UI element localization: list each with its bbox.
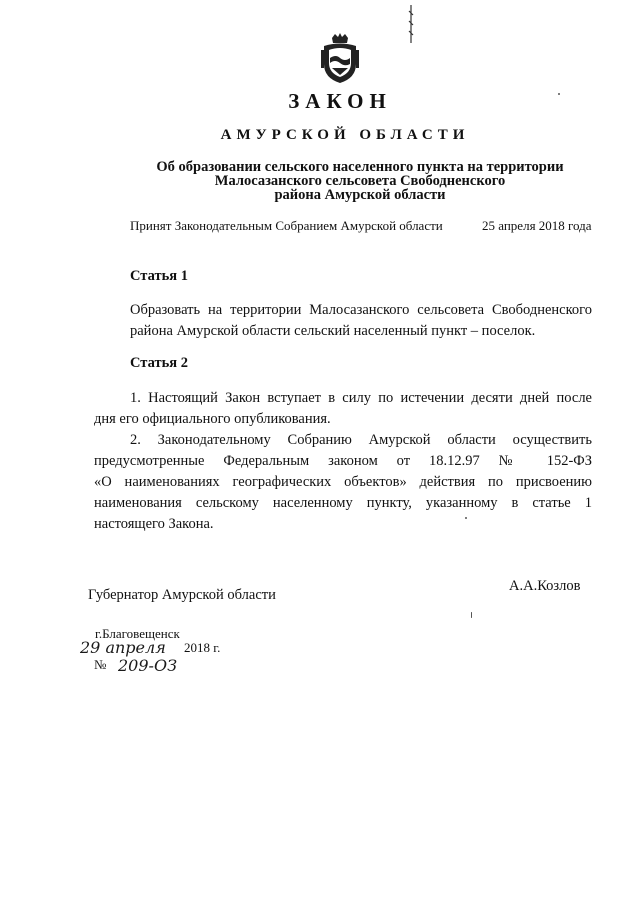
article-2-p2-line-3: «О наименованиях географических объектов» действия по присвоению [94,474,592,490]
signatory-position: Губернатор Амурской области [88,587,276,603]
law-title [120,160,600,202]
article-1-line-1: Образовать на территории Малосазанского сельсовета Свободненского [130,302,592,318]
law-title-line-1: Об образовании сельского населенного пункта на территории [156,159,564,175]
article-2-p1-line-1: 1. Настоящий Закон вступает в силу по истечении десяти дней после [130,390,592,406]
law-title-line-2: Малосазанского сельсовета Свободненского [214,173,506,189]
number-label: № [94,657,107,672]
handwritten-date: 29 апреля [80,638,166,657]
article-1-line-2: района Амурской области сельский населенный пункт – поселок. [130,323,536,339]
article-2-p2-line-5: настоящего Закона. [94,516,214,532]
scan-speck [465,517,467,519]
signatory-name: А.А.Козлов [509,578,581,594]
document-subtitle-region: АМУРСКОЙ ОБЛАСТИ [220,127,470,143]
coat-of-arms-icon [318,32,362,84]
scan-speck [471,612,472,618]
article-1-text [130,300,592,342]
margin-mark [405,3,417,45]
article-2-heading: Статья 2 [130,355,188,371]
adoption-date: 25 апреля 2018 года [482,218,592,233]
law-title-line-3: района Амурской области [274,187,446,203]
article-2-p2-line-4: наименования сельскому населенному пункту, указанному в статье 1 [94,495,592,511]
handwritten-number: 209-ОЗ [118,656,178,675]
scan-speck [558,93,560,95]
article-1-heading: Статья 1 [130,268,188,284]
article-2-p2-line-1: 2. Законодательному Собранию Амурской области осуществить [130,432,592,448]
city-label: г.Благовещенск [95,626,180,641]
adoption-text: Принят Законодательным Собранием Амурской области [130,218,443,233]
document-title-zakon: ЗАКОН [288,89,392,113]
article-2-text [94,388,592,535]
year-label: 2018 г. [184,640,221,655]
article-2-p1-line-2: дня его официального опубликования. [94,411,331,427]
article-2-p2-line-2: предусмотренные Федеральным законом от 18.12.97 № 152-ФЗ [94,453,592,469]
